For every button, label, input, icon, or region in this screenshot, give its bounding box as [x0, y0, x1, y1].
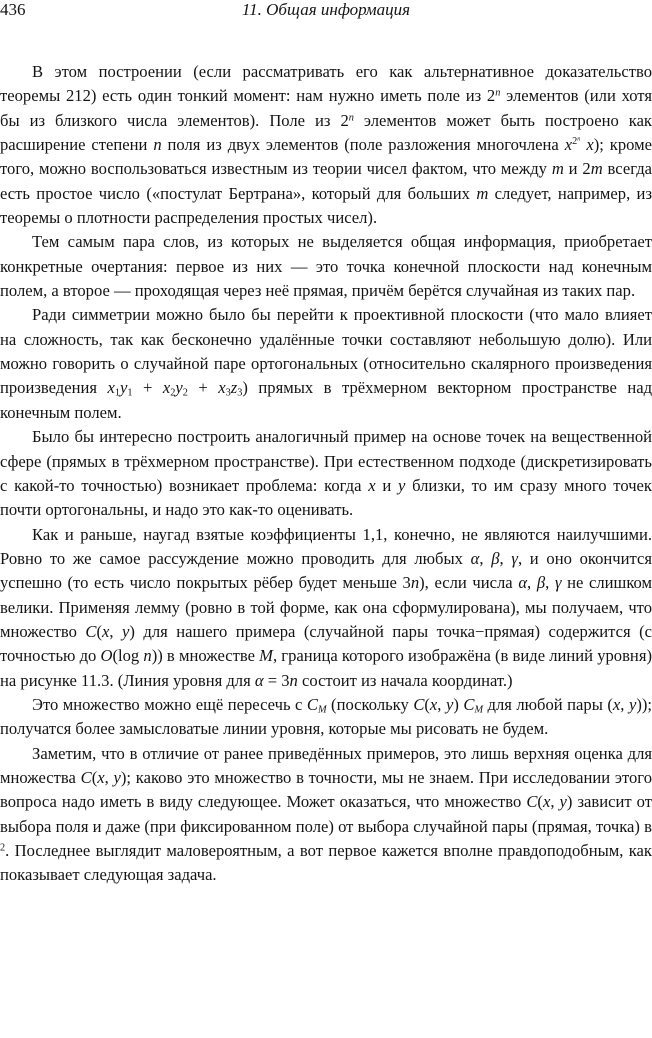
paragraph-field-construction: В этом построении (если рассматривать его как альтернативное доказательство теоремы 212) есть один тонкий момент: нам нужно иметь поле из 2$^n$ элементов (или хотя бы из близкого числа элементов). Поле из 2$^n$ элементов может быть построено как расширение степени n поля из двух элементов (поле разложения многочлена $x^{2^n}$ x); кроме того, можно воспользоваться известным из теории чисел фактом, что между m и 2m всегда есть простое число («постулат Бертрана», который для больших m следует, например, из теоремы о плотности распределения простых чисел). — [0, 62, 652, 228]
paragraph-upper-bound: Заметим, что в отличие от ранее приведённых примеров, это лишь верхняя оценка для множества C(x, y); каково это множество в точности, мы не знаем. При исследовании этого вопроса надо иметь в виду следующее. Может оказаться, что множество C(x, y) зависит от выбора поля и даже (при фиксированном поле) от выбора случайной пары (прямая, точка) в $^2$. Последнее выглядит маловероятным, а вот первое кажется вполне правдоподобным, как показывает следующая задача. — [0, 743, 652, 885]
paragraph-word-pair: Тем самым пара слов, из которых не выделяется общая информация, приобретает конкретные очертания: первое из них — это точка конечной плоскости над конечным полем, а второе — проходящая через неё прямая, причём берётся случайная из таких пар. — [0, 232, 652, 301]
paragraph-projective-plane: Ради симметрии можно было бы перейти к проективной плоскости (что мало влияет на сложность, так как бесконечно удалённые точки составляют небольшую долю). Или можно говорить о случайной паре ортогональных (относительно скалярного произведения произведения $x_1y_1 + x_2y_2 + x_3z_3$) прямых в трёхмерном векторном пространстве над конечным полем. — [0, 305, 652, 422]
paragraph-intersection: Это множество можно ещё пересечь с $C_M$ (поскольку C(x, y) $C_M$ для любой пары (x, y)); получатся более замысловатые линии уровня, которые мы рисовать не будем. — [0, 694, 652, 739]
chapter-title: 11. Общая информация — [241, 0, 411, 19]
running-head — [0, 0, 652, 22]
paragraph-real-sphere: Было бы интересно построить аналогичный пример на основе точек на вещественной сфере (прямых в трёхмерном пространстве). При естественном подходе (дискретизировать с какой-то точностью) возникает проблема: когда x и y близки, то им сразу много точек почти ортогональны, и надо это как-то оценивать. — [0, 427, 652, 520]
paragraph-coefficients: Как и раньше, наугад взятые коэффициенты 1,1, конечно, не являются наилучшими. Ровно то же самое рассуждение можно проводить для любых α, β, γ, и оно окончится успешно (то есть число покрытых рёбер будет меньше 3n), если числа α, β, γ не слишком велики. Применяя лемму (ровно в той форме, как она сформулирована), мы получаем, что множество C(x, y) для нашего примера (случайной пары точка−прямая) содержится (с точностью до O(log n)) в множестве M, граница которого изображёна (в виде линий уровня) на рисунке 11.3. (Линия уровня для α = 3n состоит из начала координат.) — [0, 524, 652, 690]
body-text — [0, 60, 652, 888]
page-number: 436 — [0, 0, 26, 19]
